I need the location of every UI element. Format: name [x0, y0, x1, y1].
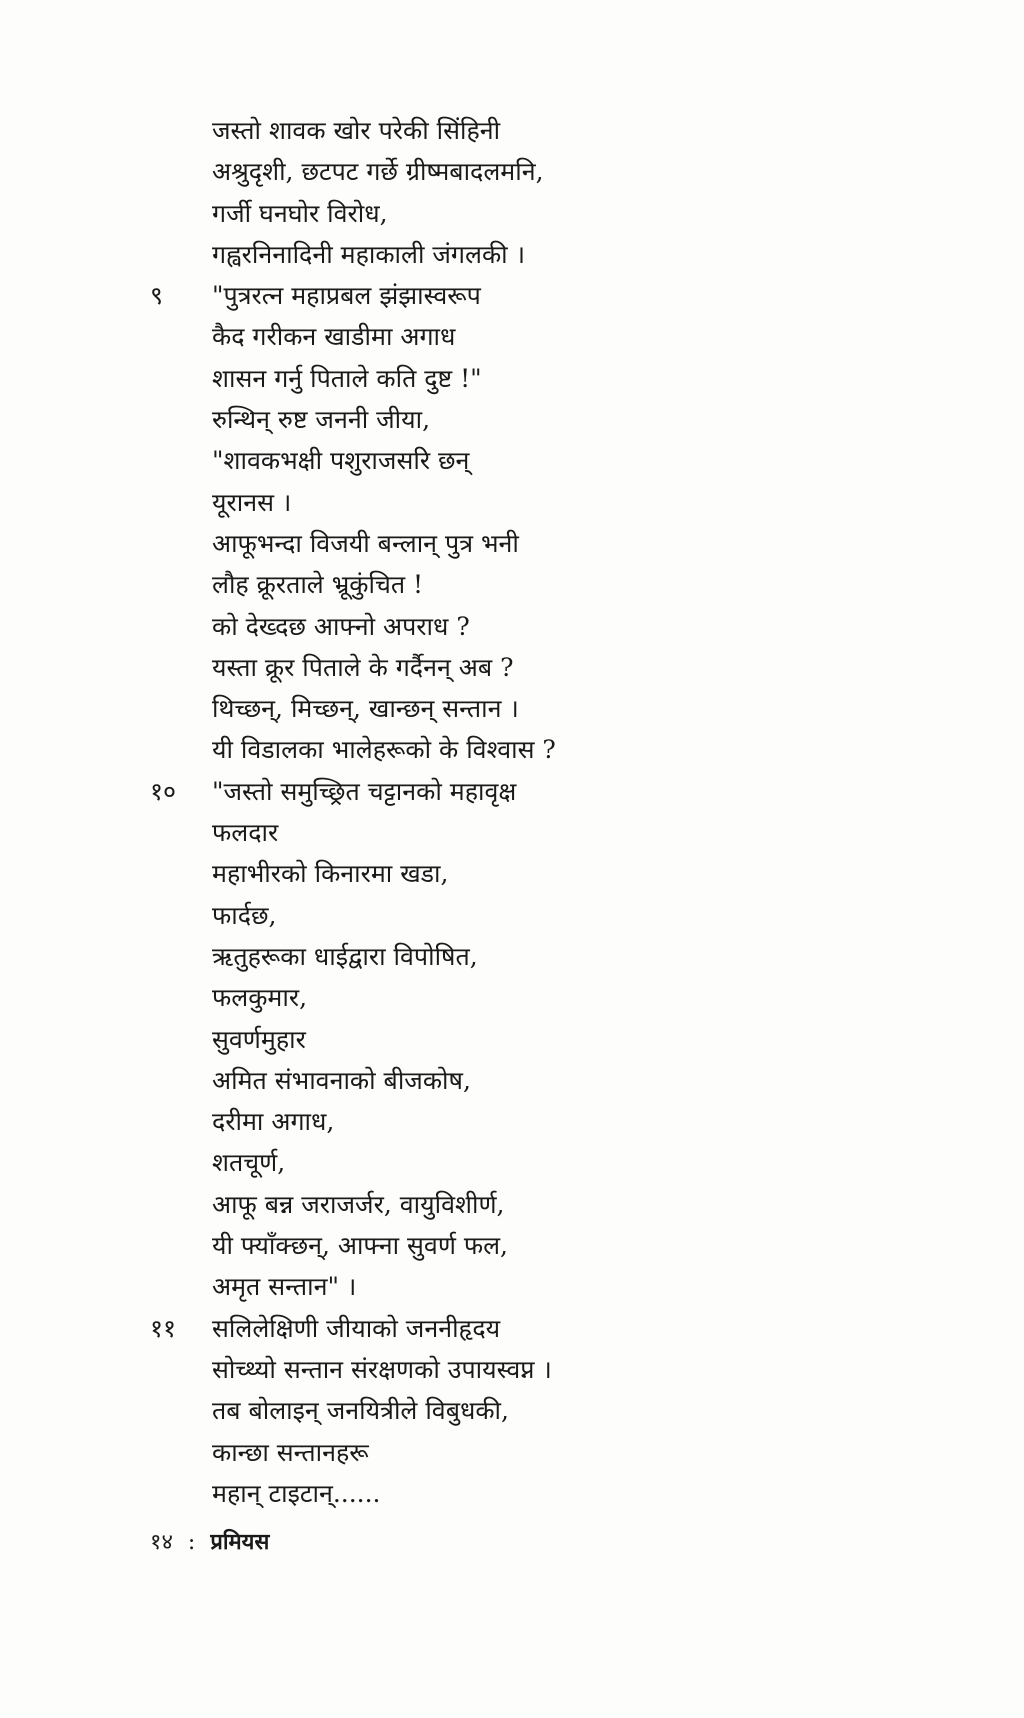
footer-separator: : [187, 1530, 196, 1555]
verse-line [150, 234, 1010, 275]
verse-line [150, 1349, 1010, 1390]
verse-line [150, 1225, 1010, 1266]
verse-text: यी विडालका भालेहरूको के विश्वास ? [212, 735, 556, 765]
verse-line [150, 399, 1010, 440]
verse-line [150, 1101, 1010, 1142]
verse-text: जस्तो शावक खोर परेकी सिंहिनी [212, 116, 501, 145]
verse-text: अमृत सन्तान" । [212, 1272, 357, 1302]
verse-line [150, 729, 1010, 770]
verse-line [150, 1390, 1010, 1431]
verse-text: "पुत्ररत्न महाप्रबल झंझास्वरूप [212, 281, 481, 311]
verse-text: यी फ्याँक्छन्, आफ्ना सुवर्ण फल, [212, 1231, 509, 1261]
verse-text: को देख्दछ आफ्नो अपराध ? [212, 611, 470, 641]
verse-line [150, 895, 1010, 936]
verse-line [150, 110, 1010, 151]
stanza-number: ९ [150, 281, 164, 311]
verse-text: अश्रुदृशी, छटपट गर्छे ग्रीष्मबादलमनि, [212, 157, 544, 187]
verse-text: कैद गरीकन खाडीमा अगाध [212, 322, 456, 352]
verse-line [150, 564, 1010, 605]
verse-line [150, 647, 1010, 688]
verse-line [150, 688, 1010, 729]
verse-text: सलिलेक्षिणी जीयाको जननीहृदय [212, 1313, 501, 1343]
verse-text: अमित संभावनाको बीजकोष, [212, 1065, 471, 1095]
stanza-number: ११ [150, 1313, 177, 1343]
page-number: १४ [150, 1530, 173, 1555]
verse-text: रुन्थिन् रुष्ट जननी जीया, [212, 405, 431, 435]
verse-line [150, 977, 1010, 1018]
verse-line [150, 1432, 1010, 1473]
verse-text: शासन गर्नु पिताले कति दुष्ट !" [212, 363, 482, 393]
verse-text: महान् टाइटान्...... [212, 1478, 381, 1508]
verse-text: गर्जी घनघोर विरोध, [212, 198, 388, 228]
verse-line [150, 853, 1010, 894]
verse-text: कान्छा सन्तानहरू [212, 1437, 369, 1467]
verse-text: आफू बन्न जराजर्जर, वायुविशीर्ण, [212, 1189, 505, 1219]
verse-text: महाभीरको किनारमा खडा, [212, 859, 449, 889]
verse-line [150, 275, 1010, 316]
verse-text: फलकुमार, [212, 983, 308, 1013]
verse-text: फार्दछ, [212, 900, 277, 930]
verse-line [150, 606, 1010, 647]
verse-text: यूरानस । [212, 487, 292, 517]
verse-text: "जस्तो समुच्छ्रित चट्टानको महावृक्ष [212, 776, 517, 806]
verse-line [150, 1060, 1010, 1101]
verse-line [150, 812, 1010, 853]
verse-text: आफूभन्दा विजयी बन्लान् पुत्र भनी [212, 528, 519, 558]
verse-line [150, 316, 1010, 357]
verse-text: यस्ता क्रूर पिताले के गर्दैनन् अब ? [212, 652, 514, 682]
verse-line [150, 1019, 1010, 1060]
verse-line [150, 1266, 1010, 1307]
verse-line [150, 193, 1010, 234]
verse-text: शतचूर्ण, [212, 1148, 286, 1178]
verse-text: फलदार [212, 818, 279, 848]
verse-text: सुवर्णमुहार [212, 1024, 306, 1054]
verse-line [150, 358, 1010, 399]
verse-text: थिच्छन्, मिच्छन्, खान्छन् सन्तान । [212, 694, 519, 724]
poem-body [150, 110, 1010, 1514]
page-footer [150, 1526, 269, 1556]
verse-line [150, 482, 1010, 523]
verse-line [150, 1142, 1010, 1183]
verse-text: गह्वरनिनादिनी महाकाली जंगलकी । [212, 239, 526, 269]
stanza-number: १० [150, 776, 177, 806]
verse-line [150, 1308, 1010, 1349]
verse-text: ऋतुहरूका धाईद्वारा विपोषित, [212, 941, 478, 971]
verse-line [150, 1184, 1010, 1225]
verse-line [150, 1473, 1010, 1514]
verse-text: सोच्थ्यो सन्तान संरक्षणको उपायस्वप्न । [212, 1354, 552, 1384]
verse-text: दरीमा अगाध, [212, 1107, 335, 1137]
verse-text: लौह क्रूरताले भ्रूकुंचित ! [212, 570, 424, 600]
verse-text: तब बोलाइन् जनयित्रीले विबुधकी, [212, 1396, 509, 1426]
book-title: प्रमियस [210, 1529, 270, 1555]
verse-line [150, 440, 1010, 481]
verse-line [150, 151, 1010, 192]
verse-line [150, 936, 1010, 977]
verse-line [150, 771, 1010, 812]
verse-line [150, 523, 1010, 564]
verse-text: "शावकभक्षी पशुराजसरि छन् [212, 446, 470, 476]
